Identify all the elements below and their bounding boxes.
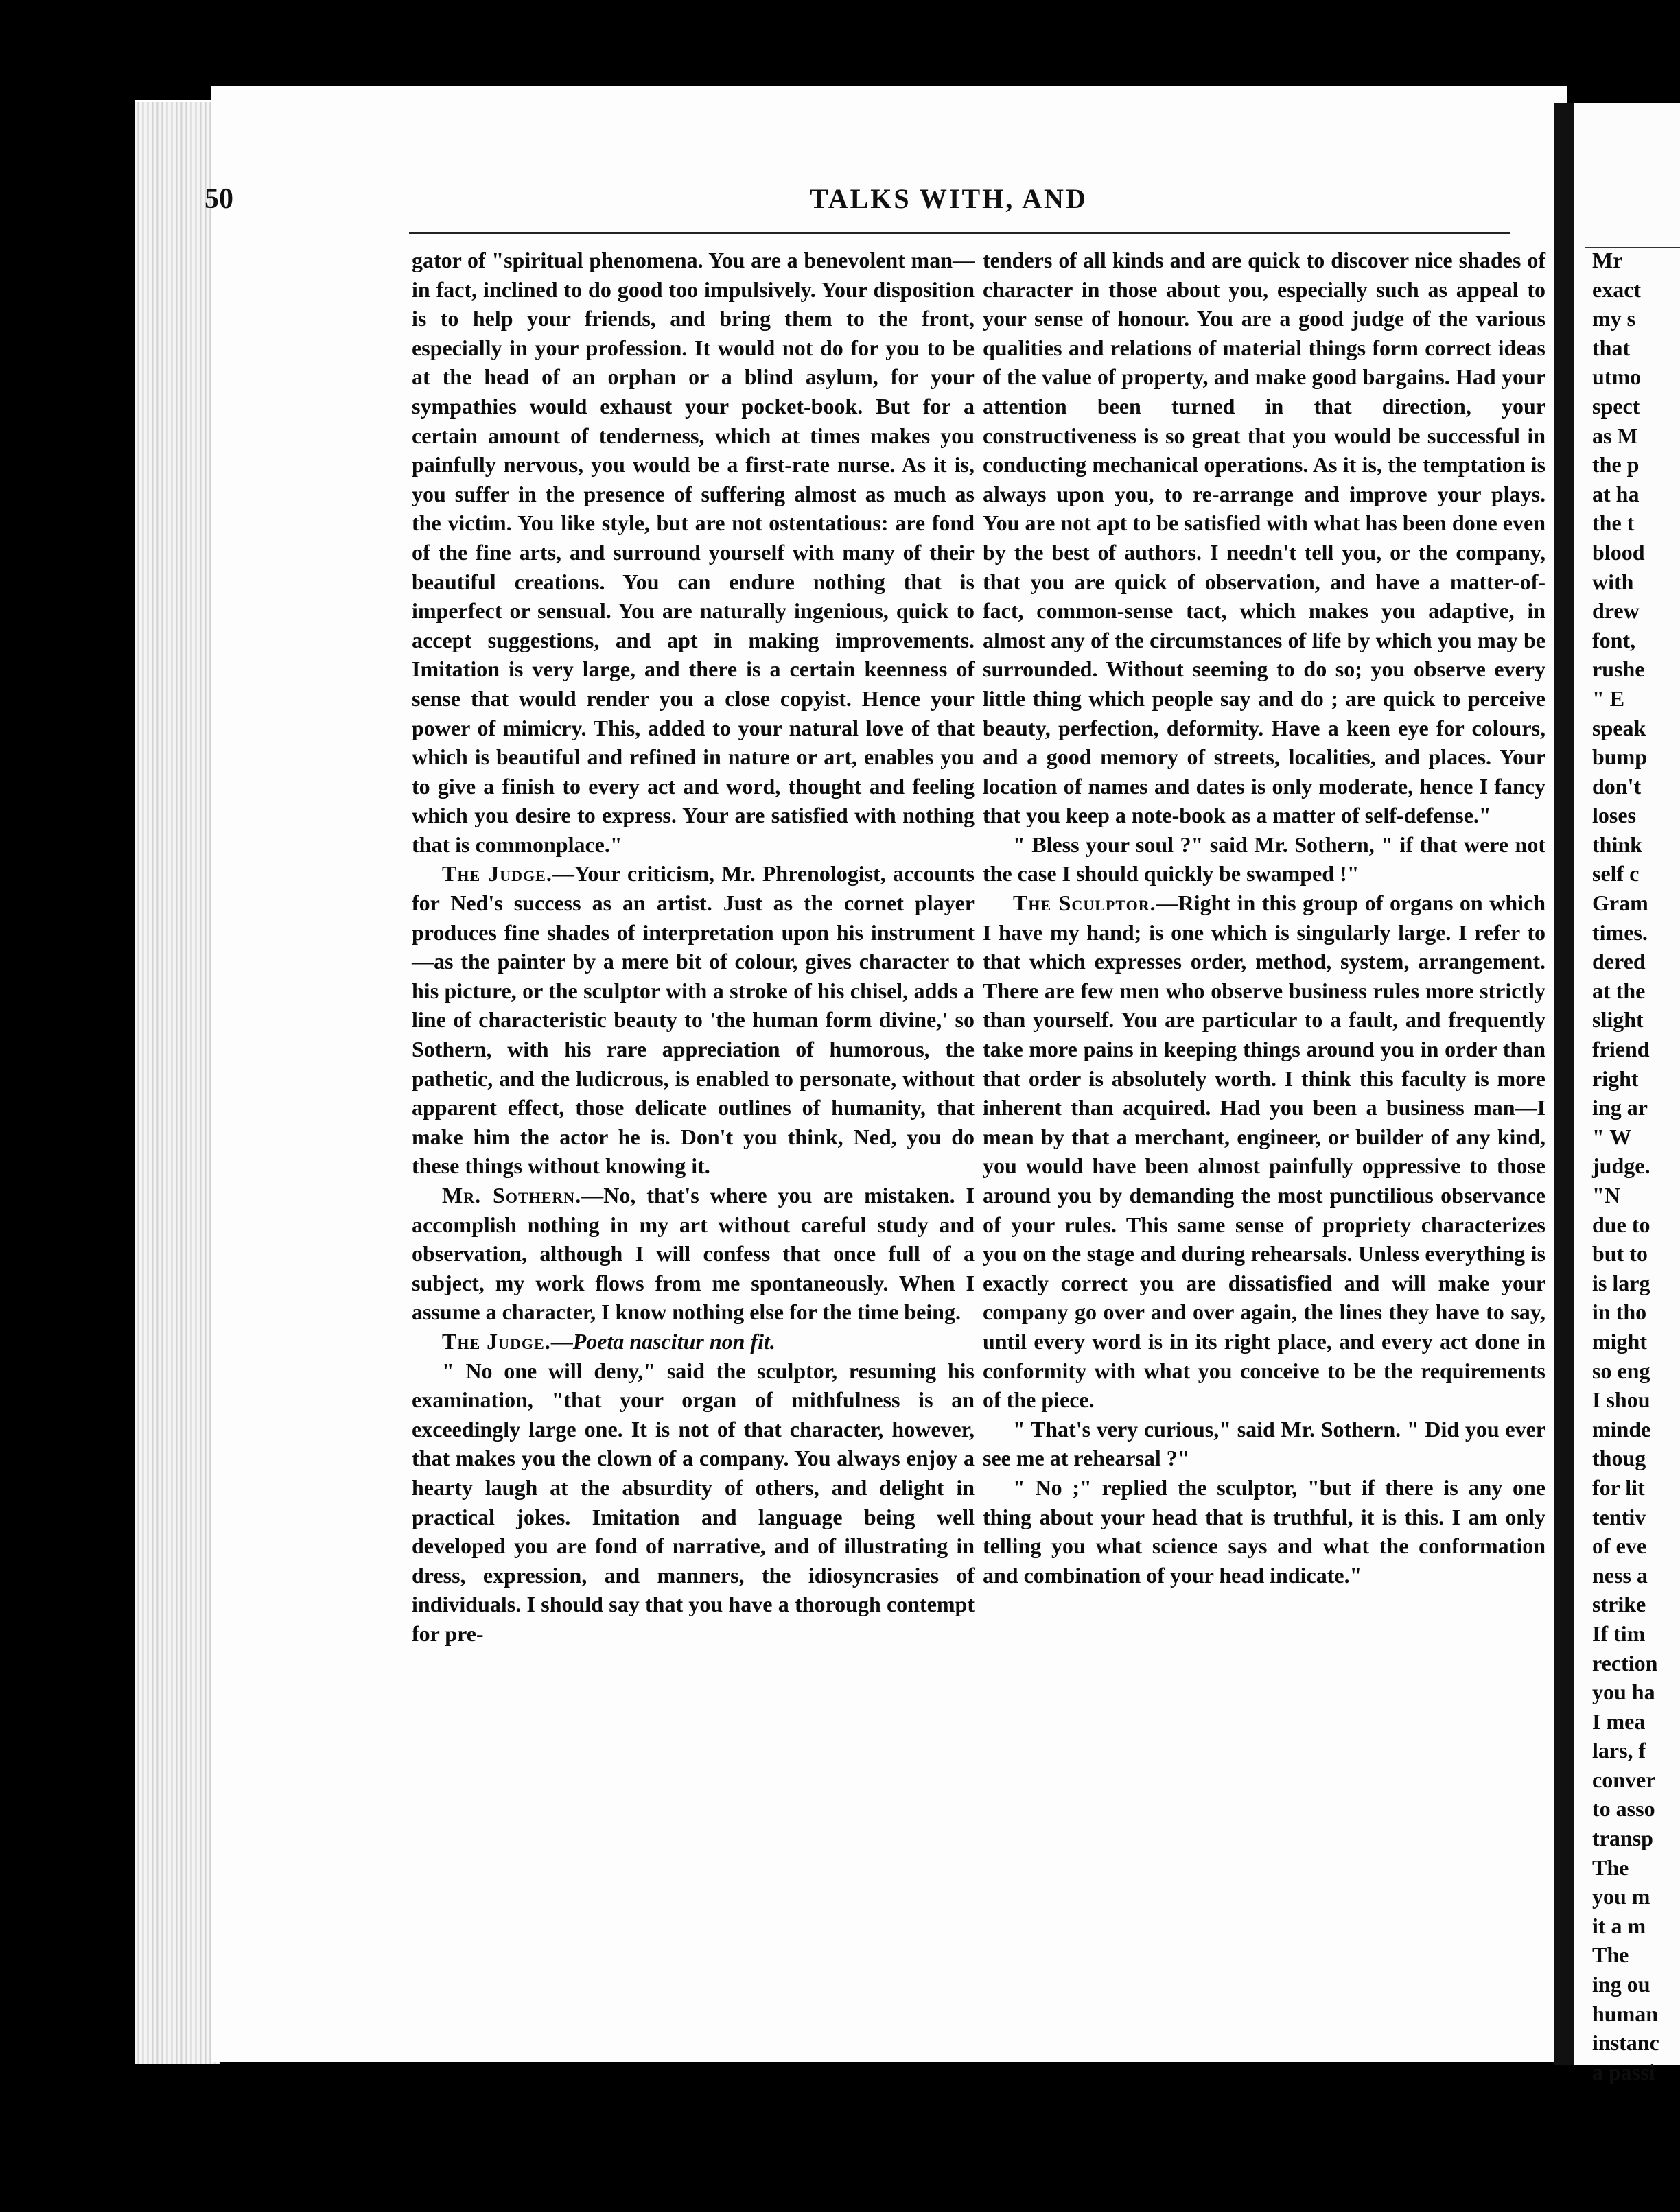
facing-page-line: "N [1592,1183,1620,1208]
facing-page-line: with [1592,569,1634,594]
paragraph [983,246,1545,830]
facing-page-line: Mr [1592,248,1623,272]
facing-page-line: speak [1592,715,1646,740]
right-column [983,246,1545,1590]
paragraph-text: " That's very curious," said Mr. Sothern. " Did you ever see me at rehearsal ?" [983,1416,1545,1471]
facing-page-line: exact [1592,276,1642,302]
facing-page-line: slight [1592,1007,1644,1033]
speaker-name: Mr. Sothern. [442,1183,582,1208]
facing-page-line: ness a [1592,1562,1648,1588]
facing-page-line: thoug [1592,1446,1646,1471]
facing-page-text [1592,246,1659,2086]
facing-page-line: drew [1592,598,1640,624]
left-column [412,246,975,1649]
paragraph-text: gator of "spiritual phenomena. You are a benevolent man—in fact, inclined to do good too impulsively. Your disposition is to help your friends, and bring them to the front, especially in your profession. It would not do for you to be at the head of an orphan or a blind asylum, for your sympathies would exhaust your pocket-book. But for a certain amount of tenderness, which at times makes you painfully nervous, you would be a first-rate nurse. As it is, you suffer in the presence of suffering almost as much as the victim. You like style, but are not ostentatious: are fond of the fine arts, and surround yourself with many of their beautiful creations. You can endure nothing that is imperfect or sensual. You are naturally ingenious, quick to accept suggestions, and apt in making improvements. Imitation is very large, and there is a certain keenness of sense that would render you a close copyist. Hence your power of mimicry. This, added to your natural love of that which is beautiful and refined in nature or art, enables you to give a finish to every act and word, thought and feeling which you desire to express. Your are satisfied with nothing that is commonplace." [412,248,975,857]
facing-page-line: to asso [1592,1796,1655,1822]
facing-page-line: ing ar [1592,1095,1648,1120]
facing-page-line: " W [1592,1124,1632,1149]
facing-page-line: dered [1592,949,1646,974]
facing-page-line: a passi [1592,2059,1655,2084]
paragraph [983,830,1545,889]
facing-page-line: the t [1592,510,1635,536]
facing-page-line: strike [1592,1592,1646,1617]
facing-page-line: rection [1592,1650,1658,1675]
facing-page-line: minde [1592,1416,1651,1442]
paragraph [412,1356,975,1649]
facing-page-line: my s [1592,306,1636,331]
facing-page-line: The [1592,1855,1629,1880]
paragraph-text: tenders of all kinds and are quick to discover nice shades of character in those about you, especially such as appeal to your sense of honour. You are a good judge of the various qualities and relations of material things form correct ideas of the value of property, and make good bargains. Had your attention been turned in that direction, your constructiveness is so great that you would be successful in conducting mechanical operations. As it is, the temptation is always upon you, to re-arrange and improve your plays. You are not apt to be satisfied with what has been done even by the best of authors. I needn't tell you, or the company, that you are quick of observation, and have a matter-of-fact, common-sense tact, which makes you adaptive, in almost any of the circumstances of life by which you may be surrounded. Without seeming to do so; you observe every little thing which people say and do ; are quick to perceive beauty, perfection, deformity. Have a keen eye for colours, and a good memory of streets, localities, and places. Your location of names and dates is only moderate, hence I fancy that you keep a note-book as a matter of self-defense." [983,248,1545,828]
facing-page-line: might [1592,1328,1647,1354]
facing-page-line: of eve [1592,1533,1647,1559]
facing-page-line: friend [1592,1037,1650,1062]
facing-page-line: lars, f [1592,1738,1646,1763]
facing-page-line: ing ou [1592,1972,1650,1997]
facing-page-line: loses [1592,803,1636,828]
facing-page-line: If tim [1592,1621,1646,1646]
facing-page-line: it a m [1592,1913,1646,1938]
paragraph-text: " Bless your soul ?" said Mr. Sothern, " if that were not the case I should quickly be swamped !" [983,832,1545,886]
speaker-name: The Judge. [442,861,552,886]
paragraph [412,1181,975,1327]
facing-page-line: I shou [1592,1387,1650,1413]
facing-page-line: self c [1592,861,1640,886]
paragraph-text: —Your criticism, Mr. Phrenologist, accounts for Ned's success as an artist. Just as the cornet player produces fine shades of interpretation upon his instrument—as the painter by a mere bit of colour, gives character to his picture, or the sculptor with a stroke of his chisel, adds a line of characteristic beauty to 'the human form divine,' so Sothern, with his rare appreciation of humorous, the pathetic, and the ludicrous, is enabled to personate, without apparent effect, those delicate outlines of humanity, that make him the actor he is. Don't you think, Ned, you do these things without knowing it. [412,861,975,1179]
facing-page-line: at the [1592,978,1646,1003]
paragraph [412,859,975,1181]
facing-page-line: times. [1592,919,1648,945]
facing-page-line: but to [1592,1241,1648,1267]
facing-page-line: due to [1592,1212,1650,1237]
paragraph [983,889,1545,1415]
facing-page-line: don't [1592,773,1642,799]
facing-page-line: as M [1592,423,1638,448]
facing-page-line: spect [1592,393,1640,419]
facing-page-line: tentiv [1592,1504,1646,1529]
facing-page-line: right [1592,1066,1639,1091]
facing-page-line: is larg [1592,1270,1650,1295]
facing-page-line: utmo [1592,364,1642,390]
facing-page-line: human [1592,2001,1659,2026]
facing-page-line: The [1592,1942,1629,1968]
facing-page-line: blood [1592,539,1645,565]
facing-page-line: judge. [1592,1153,1650,1179]
paragraph-text: —No, that's where you are mistaken. I accomplish nothing in my art without careful study and observation, although I will confess that once full of a subject, my work flows from me spontaneously. When I assume a character, I know nothing else for the time being. [412,1183,975,1325]
paragraph [412,246,975,859]
facing-page-line: the p [1592,452,1640,478]
facing-page-line: Gram [1592,891,1648,916]
speaker-name: The Sculptor. [1013,891,1156,916]
facing-page-line: " E [1592,685,1625,711]
paragraph [983,1415,1545,1473]
paragraph-text: " No one will deny," said the sculptor, resuming his examination, "that your organ of mithfulness is an exceedingly large one. It is not of that character, however, that makes you the clown of a company. You always enjoy a hearty laugh at the absurdity of others, and delight in practical jokes. Imitation and language being well developed you are fond of narrative, and of illustrating in dress, expression, and manners, the idiosyncrasies of individuals. I should say that you have a thorough contempt for pre- [412,1358,975,1646]
paragraph [412,1327,975,1356]
paragraph [983,1473,1545,1590]
facing-page-line: in tho [1592,1299,1647,1325]
facing-page-line: I mea [1592,1708,1646,1734]
paragraph-text: — [550,1328,573,1354]
facing-page-line: rushe [1592,657,1645,682]
facing-page-line: that [1592,335,1631,360]
paragraph-text: —Right in this group of organs on which I have my hand; is one which is singularly large. I refer to that which expresses order, method, system, arrangement. There are few men who observe business rules more strictly than yourself. You are particular to a fault, and frequently take more pains in keeping things around you in order than that order is absolutely worth. I think this faculty is more inherent than acquired. Had you been a business man—I mean by that a merchant, engineer, or builder of any kind, you would have been almost painfully oppressive to those around you by demanding the most punctilious observance of your rules. This same sense of propriety characterizes you on the stage and during rehearsals. Unless everything is exactly correct you are dissatisfied and will make your company go over and over again, the lines they have to say, until every word is in its right place, and every act done in conformity with what you conceive to be the requirements of the piece. [983,891,1546,1413]
facing-page-line: so eng [1592,1358,1650,1383]
book-gutter [1554,103,1574,2065]
page-number: 50 [205,183,233,215]
facing-page-line: at ha [1592,481,1640,506]
facing-page-line: you ha [1592,1680,1655,1705]
facing-page-line: conver [1592,1767,1656,1792]
facing-page-line: transp [1592,1826,1653,1851]
facing-page-line: for lit [1592,1474,1645,1500]
facing-page-line: you m [1592,1884,1650,1909]
speaker-name: The Judge. [442,1328,551,1354]
header-rule [409,232,1510,234]
facing-page-line: think [1592,832,1642,857]
facing-page-line: font, [1592,627,1636,652]
facing-page-line: bump [1592,744,1648,770]
facing-page-line: instanc [1592,2030,1659,2056]
paragraph-text: " No ;" replied the sculptor, "but if there is any one thing about your head that is truthful, it is this. I am only telling you what science says and what the conformation and combination of your head indicate." [983,1474,1545,1588]
book-page-edges [135,100,220,2064]
latin-quote: Poeta nascitur non fit. [572,1328,775,1354]
running-head: TALKS WITH, AND [810,183,1088,214]
